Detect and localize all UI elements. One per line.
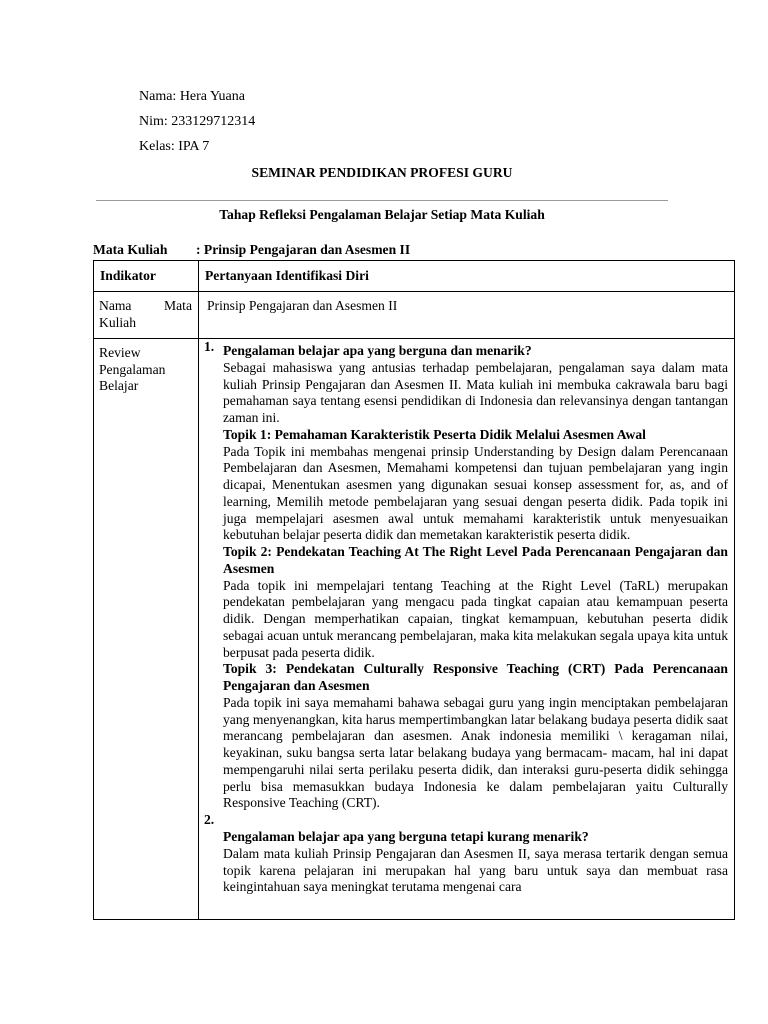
reflection-table — [93, 260, 735, 920]
document-subtitle: Tahap Refleksi Pengalaman Belajar Setiap Mata Kuliah — [219, 207, 545, 222]
table-row-review — [94, 339, 735, 920]
horizontal-rule — [96, 200, 668, 201]
table-row-nama — [94, 292, 735, 339]
topic-1-body: Pada Topik ini membahas mengenai prinsip Understanding by Design dalam Perencanaan Pembelajaran dan Asesmen, Memahami kompetensi dan tujuan pembelajaran yang ingin dicapai, Menentukan asesmen yang digunakan sesuai konsep assessment for, as, and of learning, Memilih metode pembelajaran yang sesuai dengan peserta didik. Pada topik ini juga mempelajari asesmen awal untuk memahami karakteristik untuk menyesuaikan kebutuhan belajar peserta didik dan memetakan karakteristik peserta didik. — [223, 443, 728, 543]
question-1 — [199, 339, 734, 812]
student-class: Kelas: IPA 7 — [139, 139, 210, 154]
course-label: Mata Kuliah — [93, 242, 168, 257]
course-line — [93, 242, 410, 258]
label-nama-mata-kuliah: Nama Mata Kuliah — [94, 292, 199, 339]
question-2-title: Pengalaman belajar apa yang berguna tetapi kurang menarik? — [223, 829, 589, 844]
topic-3-title: Topik 3: Pendekatan Culturally Responsive Teaching (CRT) Pada Perencanaan Pengajaran dan Asesmen — [223, 661, 728, 693]
topic-2-title: Topik 2: Pendekatan Teaching At The Right Level Pada Perencanaan Pengajaran dan Asesmen — [223, 544, 728, 576]
question-1-number: 1. — [204, 339, 215, 354]
review-content — [199, 339, 735, 920]
question-1-intro: Sebagai mahasiswa yang antusias terhadap pembelajaran, pengalaman saya dalam mata kuliah Prinsip Pengajaran dan Asesmen II. Mata kuliah ini membuka cakrawala baru bagi pemahaman saya tentang esensi pendidikan di Indonesia dan relevansinya dengan tantangan zaman ini. — [223, 359, 728, 425]
header-indikator: Indikator — [94, 261, 199, 292]
document-title: SEMINAR PENDIDIKAN PROFESI GURU — [251, 165, 513, 180]
course-value: : Prinsip Pengajaran dan Asesmen II — [196, 242, 411, 257]
value-nama-mata-kuliah: Prinsip Pengajaran dan Asesmen II — [199, 292, 735, 339]
question-2-number: 2. — [204, 812, 215, 827]
student-nim: Nim: 233129712314 — [139, 114, 256, 129]
topic-2-body: Pada topik ini mempelajari tentang Teaching at the Right Level (TaRL) merupakan pendekatan pembelajaran yang mengacu pada tingkat capaian atau kemampuan peserta didik. Dengan memperhatikan capaian, tingkat kemampuan, kebutuhan peserta didik sebagai acuan untuk merancang pembelajaran, maka kita melakukan segala upaya kita untuk berpusat pada peserta didik. — [223, 577, 728, 660]
table-header-row — [94, 261, 735, 292]
topic-1-title: Topik 1: Pemahaman Karakteristik Peserta Didik Melalui Asesmen Awal — [223, 426, 646, 442]
question-1-title: Pengalaman belajar apa yang berguna dan menarik? — [223, 343, 532, 358]
student-name: Nama: Hera Yuana — [139, 89, 245, 104]
topic-3-body: Pada topik ini saya memahami bahawa sebagai guru yang ingin menciptakan pembelajaran yang menyenangkan, kita harus mempertimbangkan latar belakang budaya peserta didik saat merancang pembelajaran dan asesmen. Anak indonesia memiliki \ keragaman nilai, keyakinan, suku bangsa serta latar belakang budaya yang bermacam- macam, hal ini dapat mempengaruhi nilai serta perilaku peserta didik, dan interaksi guru-peserta didik sehingga perlu bisa memasukkan budaya Indonesia ke dalam pembelajaran yaitu Culturally Responsive Teaching (CRT). — [223, 694, 728, 811]
label-review: Review Pengalaman Belajar — [94, 339, 199, 920]
header-pertanyaan: Pertanyaan Identifikasi Diri — [199, 261, 735, 292]
question-2 — [199, 812, 734, 896]
question-2-body: Dalam mata kuliah Prinsip Pengajaran dan Asesmen II, saya merasa tertarik dengan semua topik karena pelajaran ini merupakan hal yang baru untuk saya dan membuat rasa keingintahuan saya meningkat terutama mengenai cara — [223, 845, 728, 895]
